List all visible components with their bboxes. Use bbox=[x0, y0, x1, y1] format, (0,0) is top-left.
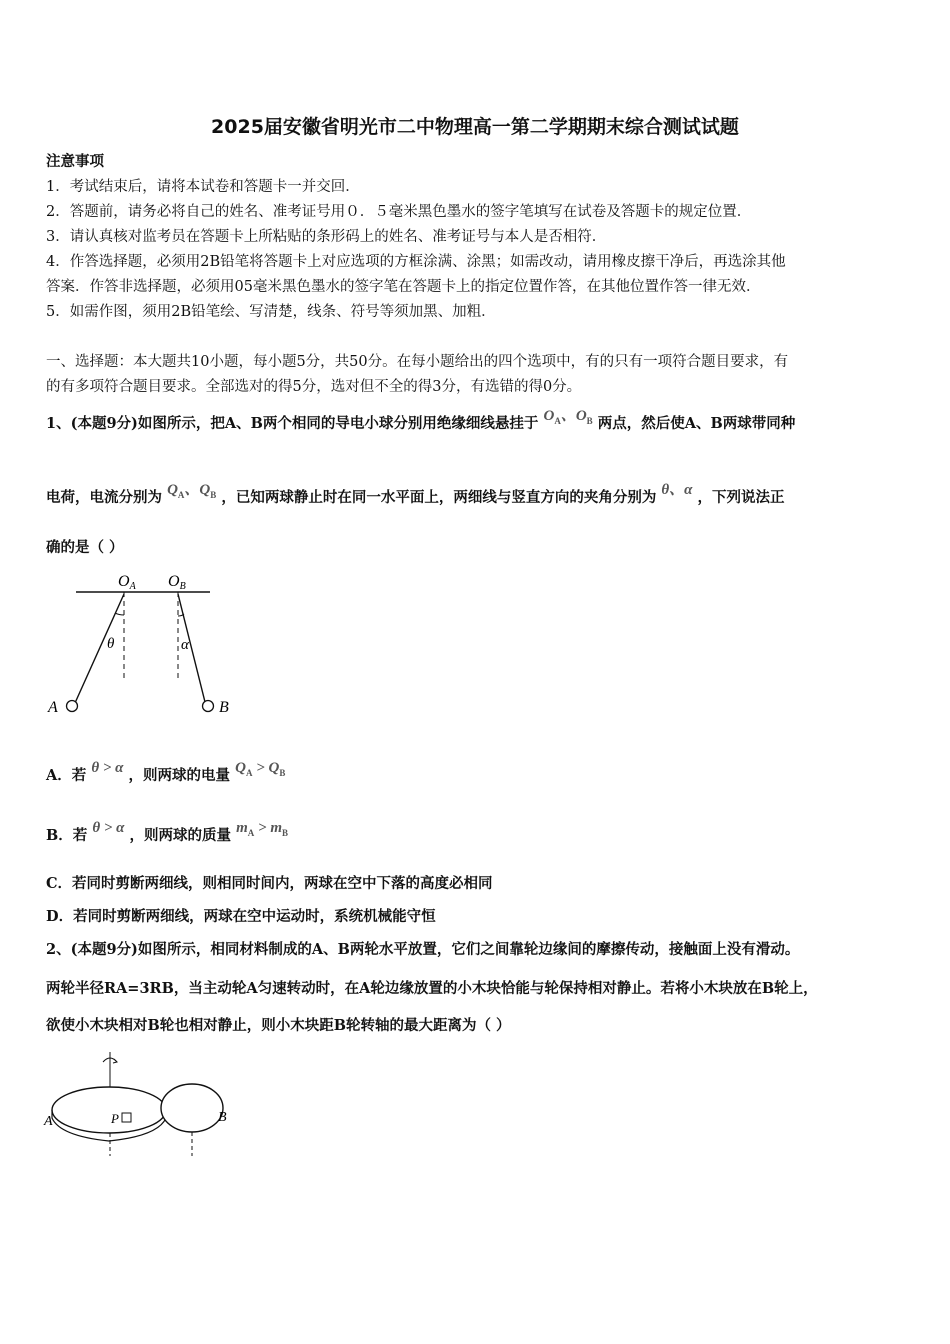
label-p: P bbox=[111, 1111, 119, 1126]
label-b: B bbox=[219, 699, 229, 716]
section-instructions-1: 一、选择题：本大题共10小题，每小题5分，共50分。在每小题给出的四个选项中，有的只有一项符合题目要求，有 bbox=[46, 354, 789, 370]
q2-wheels-figure bbox=[40, 1048, 250, 1163]
wood-block bbox=[122, 1113, 131, 1122]
q1-math-theta-alpha: θ、α bbox=[661, 482, 693, 498]
q1-option-b: B．若 θ > α ，则两球的质量 $m_A > m_B$ bbox=[46, 820, 288, 844]
q1-option-d: D．若同时剪断两细线，两球在空中运动时，系统机械能守恒 bbox=[46, 908, 436, 925]
q1-stem-line2 bbox=[46, 482, 785, 513]
q1-text-c: 电荷，电流分别为 bbox=[46, 489, 162, 506]
label-theta: θ bbox=[107, 636, 115, 652]
label-wheel-b: B bbox=[218, 1110, 227, 1125]
q1-stem-line1 bbox=[46, 408, 796, 439]
q2-stem-line3: 欲使小木块相对B轮也相对静止，则小木块距B轮转轴的最大距离为（ ） bbox=[46, 1017, 511, 1034]
q1-option-c: C．若同时剪断两细线，则相同时间内，两球在空中下落的高度必相同 bbox=[46, 875, 493, 892]
q1-b-math: $m_A > m_B$ bbox=[236, 820, 288, 838]
q1-text-e: ，下列说法正 bbox=[697, 489, 785, 506]
q2-stem-line2: 两轮半径RA=3RB，当主动轮A匀速转动时，在A轮边缘放置的小木块恰能与轮保持相对静止。若将小木块放在B轮上， bbox=[46, 980, 818, 997]
notice-item-4: 4．作答选择题，必须用2B铅笔将答题卡上对应选项的方框涂满、涂黑；如需改动，请用橡皮擦干净后，再选涂其他 bbox=[46, 254, 786, 270]
label-wheel-a: A bbox=[44, 1114, 53, 1129]
q2-stem-line1: 2、(本题9分)如图所示，相同材料制成的A、B两轮水平放置，它们之间靠轮边缘间的摩擦传动，接触面上没有滑动。 bbox=[46, 941, 800, 958]
wheel-b bbox=[161, 1084, 223, 1132]
label-alpha: α bbox=[181, 637, 189, 653]
notice-item-2: 2．答题前，请务必将自己的姓名、准考证号用０．５毫米黑色墨水的签字笔填写在试卷及答题卡的规定位置． bbox=[46, 204, 752, 220]
q1-a-condition: θ > α bbox=[91, 760, 124, 776]
q1-text-a: 1、(本题9分)如图所示，把A、B两个相同的导电小球分别用绝缘细线悬挂于 bbox=[46, 415, 539, 432]
section-instructions-2: 的有多项符合题目要求。全部选对的得5分，选对但不全的得3分，有选错的得0分。 bbox=[46, 379, 582, 395]
q1-option-a: A．若 θ > α ，则两球的电量 $Q_A > Q_B$ bbox=[46, 760, 286, 784]
q1-math-qa-qb: $Q_A$、$Q_B$ bbox=[167, 482, 217, 500]
notice-item-4-cont: 答案．作答非选择题，必须用05毫米黑色墨水的签字笔在答题卡上的指定位置作答，在其他位置作答一律无效． bbox=[46, 279, 761, 295]
label-a: A bbox=[48, 699, 58, 716]
q1-text-d: ，已知两球静止时在同一水平面上，两细线与竖直方向的夹角分别为 bbox=[221, 489, 657, 506]
label-oa: OA bbox=[118, 573, 136, 592]
notice-item-1: 1．考试结束后，请将本试卷和答题卡一并交回． bbox=[46, 179, 360, 195]
q1-a-math: $Q_A > Q_B$ bbox=[235, 760, 286, 778]
notice-item-3: 3．请认真核对监考员在答题卡上所粘贴的条形码上的姓名、准考证号与本人是否相符． bbox=[46, 229, 607, 245]
ball-b bbox=[203, 701, 214, 712]
notice-item-5: 5．如需作图，须用2B铅笔绘、写清楚，线条、符号等须加黑、加粗． bbox=[46, 304, 496, 320]
q1-stem-line3: 确的是（ ） bbox=[46, 539, 124, 556]
q1-math-oa-ob: $O_A$、$O_B$ bbox=[543, 408, 593, 426]
q1-text-b: 两点，然后使A、B两球带同种 bbox=[597, 415, 796, 432]
wheel-a bbox=[52, 1087, 166, 1133]
notice-heading: 注意事项 bbox=[46, 153, 104, 170]
q1-pendulum-figure bbox=[44, 566, 244, 726]
ball-a bbox=[67, 701, 78, 712]
label-ob: OB bbox=[168, 573, 186, 592]
q1-b-condition: θ > α bbox=[92, 820, 125, 836]
page-title: 2025届安徽省明光市二中物理高一第二学期期末综合测试试题 bbox=[211, 116, 739, 138]
